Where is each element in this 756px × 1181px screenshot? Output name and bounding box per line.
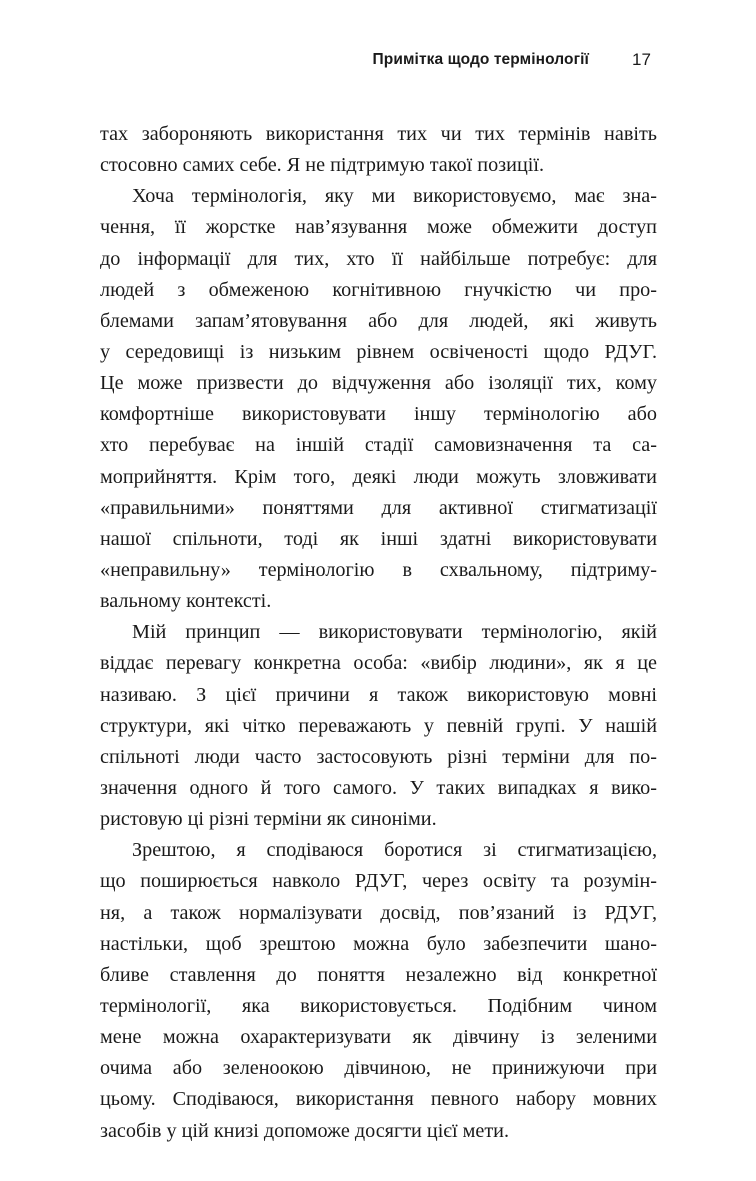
text-line: що поширюється навколо РДУГ, через освіту та розумін- [100, 870, 657, 893]
text-line: віддає перевагу конкретна особа: «вибір людини», як я це [100, 652, 657, 675]
text-line: блемами запам’ятовування або для людей, які живуть [100, 309, 657, 332]
text-line: комфортніше використовувати іншу термінологію або [100, 403, 657, 426]
text-line: Це може призвести до відчуження або ізоляції тих, кому [100, 372, 657, 395]
text-line: цьому. Сподіваюся, використання певного набору мовних [100, 1088, 657, 1111]
paragraph-1 [100, 119, 657, 181]
text-line: термінології, яка використовується. Подібним чином [100, 994, 657, 1017]
text-line: стосовно самих себе. Я не підтримую такої позиції. [100, 154, 545, 177]
page-number: 17 [632, 50, 651, 69]
body-text [100, 119, 657, 1147]
text-line: вальному контексті. [100, 590, 272, 613]
text-line: людей з обмеженою когнітивною гнучкістю чи про- [100, 278, 657, 301]
text-line: настільки, щоб зрештою можна було забезпечити шано- [100, 932, 657, 955]
text-line: значення одного й того самого. У таких випадках я вико- [100, 776, 657, 799]
text-line: «правильними» поняттями для активної стигматизації [100, 496, 657, 519]
text-line: Зрештою, я сподіваюся боротися зі стигматизацією, [132, 839, 657, 862]
text-line: у середовищі із низьким рівнем освіченості щодо РДУГ. [100, 340, 657, 363]
text-line: «неправильну» термінологію в схвальному, підтриму- [100, 558, 657, 581]
text-line: хто перебуває на іншій стадії самовизначення та са- [100, 434, 657, 457]
running-head [0, 50, 756, 74]
paragraph-4 [100, 835, 657, 1146]
text-line: чення, її жорстке нав’язування може обмежити доступ [100, 216, 657, 239]
paragraph-2 [100, 181, 657, 617]
text-line: ня, а також нормалізувати досвід, пов’язаний із РДУГ, [100, 901, 657, 924]
text-line: тах забороняють використання тих чи тих термінів навіть [100, 123, 657, 145]
text-line: очима або зеленоокою дівчиною, не принижуючи при [100, 1057, 657, 1080]
text-line: називаю. З цієї причини я також використовую мовні [100, 683, 657, 706]
text-line: ристовую ці різні терміни як синоніми. [100, 808, 437, 831]
text-line: структури, які чітко переважають у певній групі. У нашій [100, 714, 657, 737]
text-line: моприйняття. Крім того, деякі люди можуть зловживати [100, 465, 657, 488]
text-line: засобів у цій книзі допоможе досягти цієї мети. [100, 1119, 510, 1142]
text-line: спільноті люди часто застосовують різні терміни для по- [100, 745, 657, 768]
paragraph-3 [100, 617, 657, 835]
running-title: Примітка щодо термінології [372, 51, 589, 68]
text-line: мене можна охарактеризувати як дівчину із зеленими [100, 1026, 657, 1049]
text-line: Хоча термінологія, яку ми використовуємо, має зна- [132, 185, 657, 208]
text-line: до інформації для тих, хто її найбільше потребує: для [100, 247, 657, 270]
text-line: нашої спільноти, тоді як інші здатні використовувати [100, 527, 657, 550]
text-line: Мій принцип — використовувати термінологію, якій [132, 621, 657, 644]
text-line: бливе ставлення до поняття незалежно від конкретної [100, 963, 657, 986]
